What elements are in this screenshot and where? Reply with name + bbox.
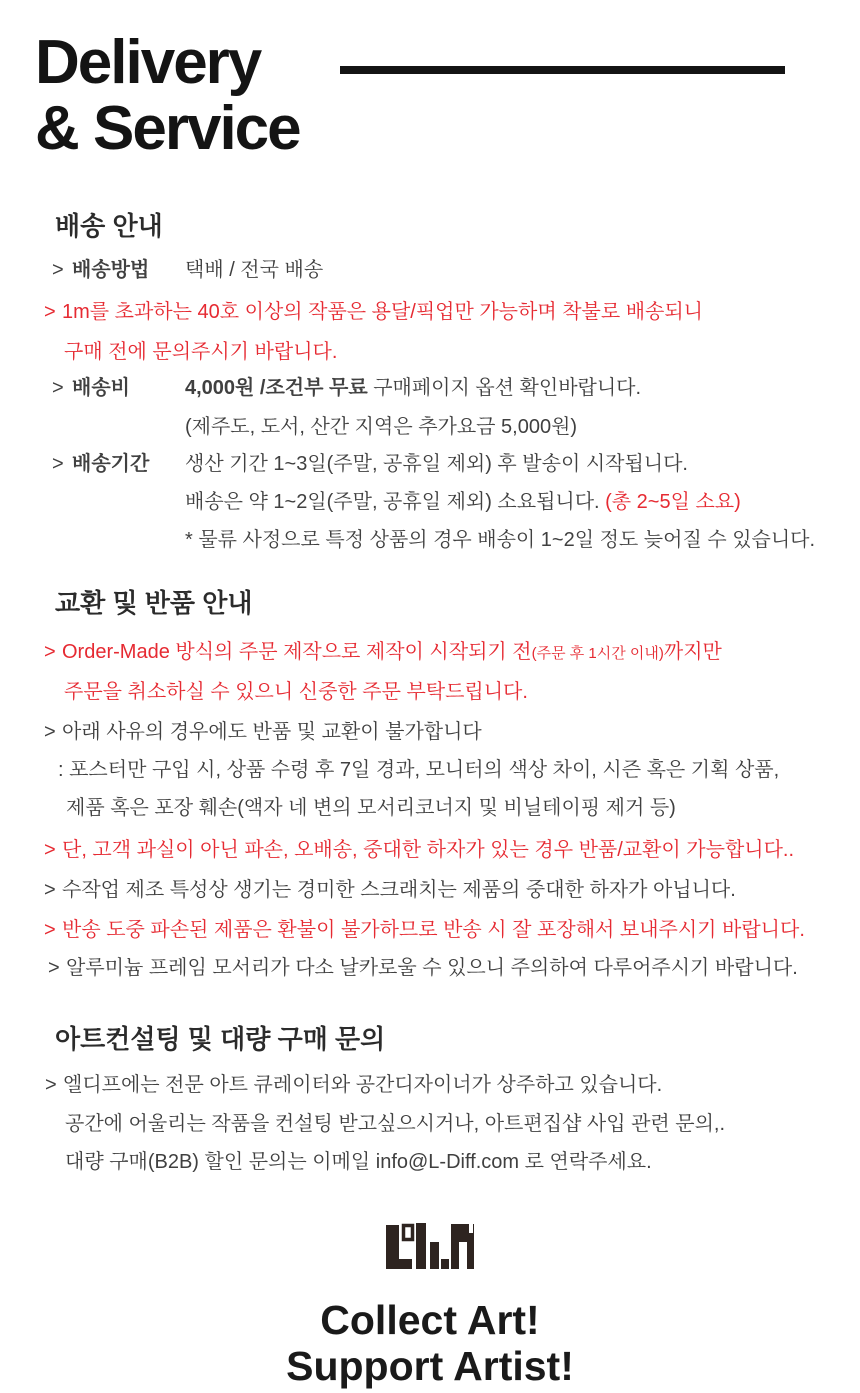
bullet-marker: >: [52, 377, 64, 399]
bullet-marker: >: [52, 259, 64, 281]
shipping-method-label: 배송방법: [72, 259, 150, 281]
consulting-line2: 공간에 어울리는 작품을 컨설팅 받고싶으시거나, 아트편집샵 사입 관련 문의,.: [65, 1113, 726, 1135]
returns-damage-line: [44, 916, 805, 944]
scratch-text: 수작업 제조 특성상 생기는 경미한 스크래치는 제품의 중대한 하자가 아닙니다.: [62, 879, 736, 901]
title-rule: [340, 66, 785, 74]
consulting-text3-pre: 대량 구매(B2B) 할인 문의는 이메일: [65, 1151, 376, 1173]
returns-no-return-line2: : 포스터만 구입 시, 상품 수령 후 7일 경과, 모니터의 색상 차이, 시즌 혹은 기획 상품,: [58, 759, 780, 781]
order-made-pre: Order-Made 방식의 주문 제작으로 제작이 시작되기 전: [62, 641, 532, 663]
shipping-oversize-notice-line1: [44, 298, 703, 326]
returns-frame-caution-line: [48, 954, 798, 982]
returns-exception-line: [44, 836, 794, 864]
returns-no-return-line3: 제품 혹은 포장 훼손(액자 네 변의 모서리코너지 및 비닐테이핑 제거 등): [66, 797, 676, 819]
consulting-line1: [45, 1071, 662, 1099]
shipping-fee-label: 배송비: [72, 377, 130, 399]
consulting-line3: [65, 1148, 652, 1176]
shipping-method-value: 택배 / 전국 배송: [185, 259, 324, 281]
page-title: [35, 30, 300, 162]
returns-scratch-line: [44, 876, 736, 904]
l-diff-brand-logo-icon: [386, 1223, 474, 1269]
bullet-marker: >: [45, 1074, 57, 1096]
bullet-marker: >: [44, 721, 56, 743]
bullet-marker: >: [52, 453, 64, 475]
shipping-fee-value-rest: 구매페이지 옵션 확인바랍니다.: [367, 377, 642, 399]
contact-email: info@L-Diff.com: [375, 1151, 520, 1173]
return-damage-text: 반송 도중 파손된 제품은 환불이 불가하므로 반송 시 잘 포장해서 보내주시기 바랍니다.: [62, 919, 805, 941]
shipping-fee-value-bold: 4,000원 /조건부 무료: [185, 377, 368, 399]
bullet-marker: >: [44, 301, 56, 323]
returns-heading: 교환 및 반품 안내: [55, 588, 253, 618]
shipping-period-line2: [185, 488, 741, 516]
shipping-period-label: 배송기간: [72, 453, 150, 475]
shipping-heading: 배송 안내: [55, 211, 163, 241]
no-return-text1: 아래 사유의 경우에도 반품 및 교환이 불가합니다: [62, 721, 482, 743]
page-title-line1: Delivery: [35, 28, 261, 97]
bullet-marker: >: [44, 919, 56, 941]
shipping-period-line3: * 물류 사정으로 특정 상품의 경우 배송이 1~2일 정도 늦어질 수 있습니다.: [185, 529, 816, 551]
shipping-period-line1: 생산 기간 1~3일(주말, 공휴일 제외) 후 발송이 시작됩니다.: [185, 453, 688, 475]
oversize-notice-text1: 1m를 초과하는 40호 이상의 작품은 용달/픽업만 가능하며 착불로 배송되니: [62, 301, 703, 323]
bullet-marker: >: [48, 957, 60, 979]
shipping-period-line2-text: 배송은 약 1~2일(주말, 공휴일 제외) 소요됩니다.: [185, 491, 606, 513]
page-title-line2: & Service: [35, 94, 300, 163]
shipping-fee-note: (제주도, 도서, 산간 지역은 추가요금 5,000원): [185, 416, 578, 438]
order-made-post: 까지만: [663, 641, 722, 663]
shipping-oversize-notice-line2: 구매 전에 문의주시기 바랍니다.: [64, 341, 338, 363]
bullet-marker: >: [44, 641, 56, 663]
slogan-line2: Support Artist!: [286, 1343, 574, 1389]
slogan-line1: Collect Art!: [320, 1297, 540, 1343]
shipping-period-line2-highlight: (총 2~5일 소요): [605, 491, 741, 513]
returns-order-made-line1: [44, 638, 722, 668]
returns-no-return-line1: [44, 718, 482, 746]
exception-text: 단, 고객 과실이 아닌 파손, 오배송, 중대한 하자가 있는 경우 반품/교환이 가능합니다..: [62, 839, 795, 861]
frame-caution-text: 알루미늄 프레임 모서리가 다소 날카로울 수 있으니 주의하여 다루어주시기 바랍니다.: [66, 957, 798, 979]
shipping-fee-row: [52, 374, 641, 402]
shipping-period-row: [52, 450, 688, 478]
order-made-small: (주문 후 1시간 이내): [531, 645, 664, 662]
consulting-heading: 아트컨설팅 및 대량 구매 문의: [55, 1024, 386, 1054]
shipping-method-row: [52, 256, 323, 284]
consulting-text1: 엘디프에는 전문 아트 큐레이터와 공간디자이너가 상주하고 있습니다.: [63, 1074, 663, 1096]
bullet-marker: >: [44, 839, 56, 861]
consulting-text3-post: 로 연락주세요.: [519, 1151, 652, 1173]
bullet-marker: >: [44, 879, 56, 901]
returns-order-made-line2: 주문을 취소하실 수 있으니 신중한 주문 부탁드립니다.: [64, 681, 528, 703]
